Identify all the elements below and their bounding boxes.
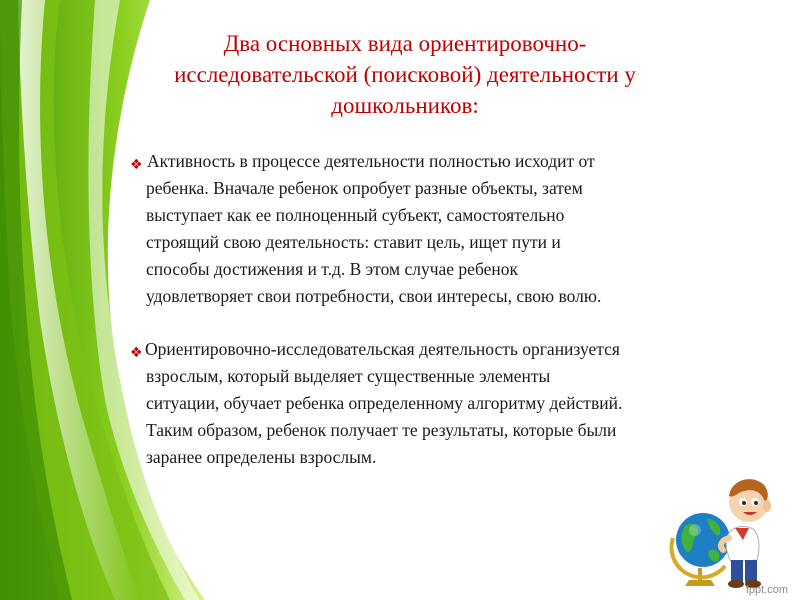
bullet-line: заранее определены взрослым. <box>146 447 377 467</box>
bullet-item <box>130 148 730 310</box>
bullet-line: способы достижения и т.д. В этом случае ребенок <box>146 259 519 279</box>
boy-with-globe-illustration <box>665 468 775 593</box>
title-line: Два основных вида ориентировочно- <box>223 31 587 56</box>
bullet-line: Таким образом, ребенок получает те результаты, которые были <box>146 420 617 440</box>
slide-title <box>165 28 645 121</box>
bullet-line: выступает как ее полноценный субъект, самостоятельно <box>146 205 565 225</box>
bullet-line: ситуации, обучает ребенка определенному алгоритму действий. <box>146 393 623 413</box>
bullet-line: взрослым, который выделяет существенные элементы <box>146 366 551 386</box>
diamond-bullet-icon: ❖ <box>130 345 143 361</box>
bullet-line: строящий свою деятельность: ставит цель, ищет пути и <box>146 232 561 252</box>
title-line: дошкольников: <box>331 93 479 118</box>
bullet-line: ребенка. Вначале ребенок опробует разные объекты, затем <box>146 178 583 198</box>
bullet-line: Ориентировочно-исследовательская деятельность организуется <box>145 339 620 359</box>
diamond-bullet-icon: ❖ <box>130 157 143 173</box>
title-line: исследовательской (поисковой) деятельности у <box>174 62 636 87</box>
bullet-line: удовлетворяет свои потребности, свои интересы, свою волю. <box>146 286 602 306</box>
watermark-text: fppt.com <box>745 584 788 596</box>
bullet-item <box>130 336 760 471</box>
bullet-line: Активность в процессе деятельности полностью исходит от <box>147 151 595 171</box>
